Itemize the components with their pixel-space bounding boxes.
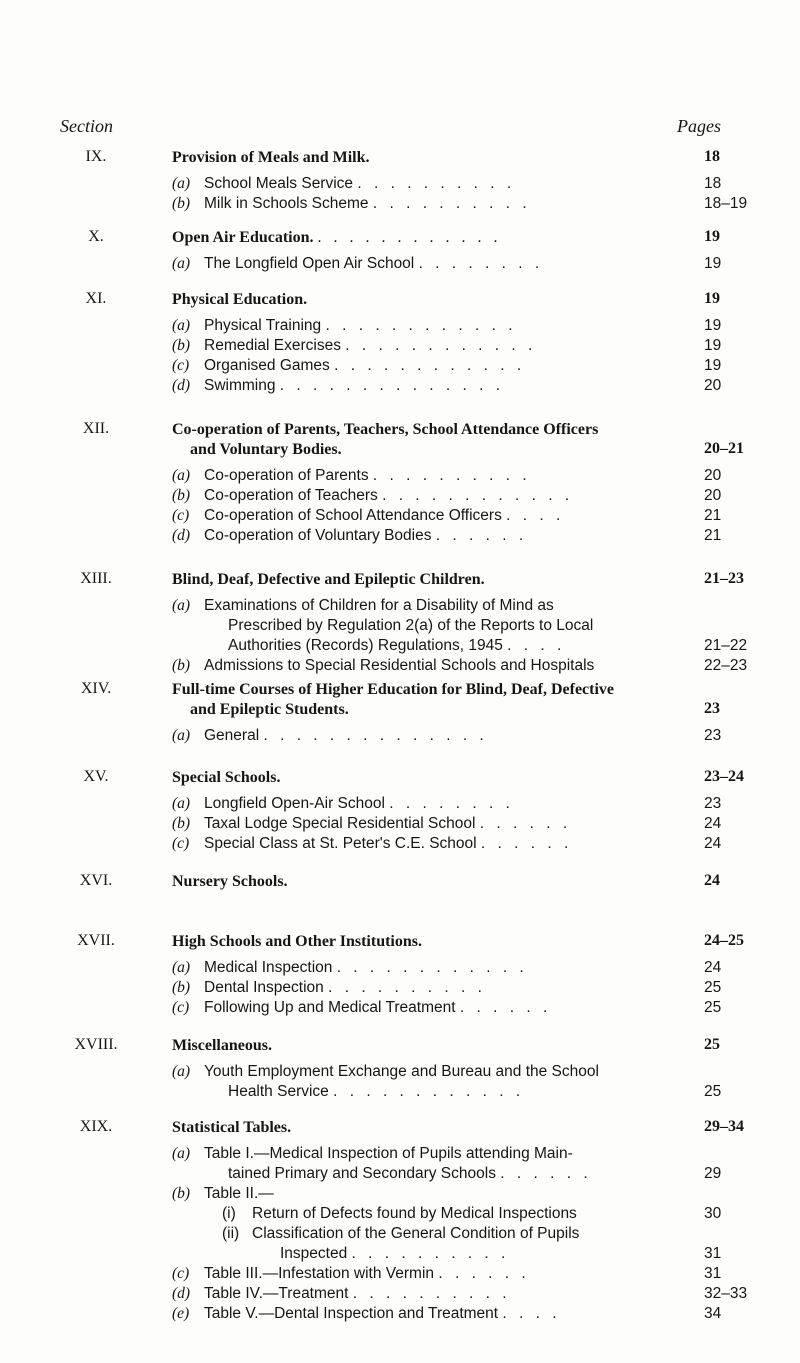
leader-dots: . . . . . . . . . . . . (345, 337, 537, 354)
entry-label: (c) (172, 1265, 190, 1282)
entry-text-continued: tained Primary and Secondary Schools (228, 1165, 496, 1182)
entry-label: (b) (172, 815, 191, 832)
entry-label: (d) (172, 377, 191, 394)
leader-dots: . . . . . . . . . . . . . . (279, 377, 505, 394)
entry-label: (c) (172, 507, 190, 524)
entry-label: (b) (172, 337, 191, 354)
section-title: Miscellaneous. (172, 1037, 272, 1054)
leader-dots: . . . . . . . . . . . . . . (263, 727, 488, 744)
entry-text: Table IV.—Treatment (204, 1285, 349, 1302)
section-number: XIII. (80, 570, 112, 587)
entry-pages: 19 (704, 337, 722, 354)
entry-label: (c) (172, 357, 190, 374)
section-pages: 24 (704, 872, 720, 889)
leader-dots: . . . . (506, 507, 565, 524)
subentry-text-continued: Inspected (280, 1245, 348, 1262)
entry-pages: 19 (704, 255, 722, 272)
entry-text: Milk in Schools Scheme (204, 195, 369, 212)
entry-pages: 24 (704, 815, 722, 832)
entry-text: Organised Games (204, 357, 330, 374)
subentry-label: (ii) (222, 1225, 240, 1242)
section-pages: 25 (704, 1036, 720, 1053)
leader-dots: . . . . . . . . . . . . (334, 357, 526, 374)
entry-pages: 25 (704, 1083, 722, 1100)
entry-pages: 23 (704, 795, 722, 812)
subentry-pages: 31 (704, 1245, 722, 1262)
entry-pages: 22–23 (704, 657, 748, 674)
section-pages: 19 (704, 290, 720, 307)
leader-dots: . . . . . . . . . . . . (317, 229, 502, 246)
entry-pages: 31 (704, 1265, 722, 1282)
entry-label: (b) (172, 487, 191, 504)
leader-dots: . . . . . . . . . . (328, 979, 486, 996)
entry-text: Table III.—Infestation with Vermin (204, 1265, 435, 1282)
entry-pages: 34 (704, 1305, 722, 1322)
entry-text: Taxal Lodge Special Residential School (204, 815, 476, 832)
leader-dots: . . . . . . (479, 815, 572, 832)
entry-text: Swimming (204, 377, 276, 394)
entry-text: Longfield Open-Air School (204, 795, 385, 812)
leader-dots: . . . . . . . . . . (352, 1285, 511, 1302)
entry-pages: 24 (704, 959, 722, 976)
entry-label: (a) (172, 1145, 191, 1162)
entry-pages: 21–22 (704, 637, 748, 654)
section-number: XIX. (79, 1118, 113, 1135)
subentry-label: (i) (222, 1205, 236, 1222)
entry-pages: 18 (704, 175, 722, 192)
leader-dots: . . . . . . (435, 527, 528, 544)
section-pages: 20–21 (704, 440, 744, 457)
section-title: Full-time Courses of Higher Education for Blind, Deaf, Defective (172, 681, 615, 698)
entry-text: The Longfield Open Air School (204, 255, 415, 272)
entry-label: (b) (172, 979, 191, 996)
section-pages: 24–25 (704, 932, 744, 949)
entry-label: (a) (172, 727, 191, 744)
leader-dots: . . . . . . . . . . . . (333, 1083, 525, 1100)
entry-label: (e) (172, 1305, 190, 1322)
entry-label: (b) (172, 657, 191, 674)
section-number: XV. (83, 768, 109, 785)
entry-pages: 25 (704, 999, 722, 1016)
entry-label: (d) (172, 527, 191, 544)
section-number: XIV. (80, 680, 112, 697)
entry-text: Co-operation of Teachers (204, 487, 378, 504)
section-title: Nursery Schools. (172, 873, 288, 890)
entry-text: Youth Employment Exchange and Bureau and the School (204, 1063, 599, 1080)
entry-label: (a) (172, 175, 191, 192)
section-pages: 21–23 (704, 570, 744, 587)
entry-label: (b) (172, 1185, 191, 1202)
section-title: Statistical Tables. (172, 1119, 292, 1136)
leader-dots: . . . . . . . . (389, 795, 514, 812)
entry-label: (a) (172, 255, 191, 272)
entry-pages: 21 (704, 507, 722, 524)
section-title: Special Schools. (172, 769, 281, 786)
leader-dots: . . . . . . . . . . (357, 175, 516, 192)
entry-pages: 18–19 (704, 195, 748, 212)
section-title: Physical Education. (172, 291, 308, 308)
entry-text: General (204, 727, 260, 744)
section-number: XVIII. (74, 1036, 118, 1053)
entry-label: (a) (172, 597, 191, 614)
subentry-pages: 30 (704, 1205, 722, 1222)
entry-pages: 29 (704, 1165, 722, 1182)
section-title-continued: and Voluntary Bodies. (190, 441, 342, 458)
pages-column-header: Pages (677, 116, 721, 136)
leader-dots: . . . . . . . . . . . . (325, 317, 517, 334)
entry-text: Co-operation of Voluntary Bodies (204, 527, 432, 544)
entry-text: Dental Inspection (204, 979, 324, 996)
leader-dots: . . . . . . . . . . (372, 195, 531, 212)
section-number: XVII. (77, 932, 115, 949)
entry-text: Table I.—Medical Inspection of Pupils attending Main- (204, 1145, 573, 1162)
entry-text: Admissions to Special Residential Schools and Hospitals (204, 657, 595, 674)
entry-text-continued: Authorities (Records) Regulations, 1945 (228, 637, 503, 654)
section-column-header: Section (60, 116, 113, 136)
entry-text: Medical Inspection (204, 959, 333, 976)
entry-text-continued: Prescribed by Regulation 2(a) of the Reports to Local (228, 617, 594, 634)
subentry-text: Classification of the General Condition of Pupils (252, 1225, 580, 1242)
leader-dots: . . . . . . (480, 835, 573, 852)
entry-label: (a) (172, 1063, 191, 1080)
leader-dots: . . . . . . . . . . . . (382, 487, 574, 504)
entry-pages: 20 (704, 377, 722, 394)
entry-label: (a) (172, 959, 191, 976)
entry-text: Co-operation of School Attendance Officers (204, 507, 502, 524)
entry-pages: 19 (704, 317, 722, 334)
section-number: XVI. (79, 872, 113, 889)
entry-label: (d) (172, 1285, 191, 1302)
entry-label: (a) (172, 795, 191, 812)
section-title: Co-operation of Parents, Teachers, School Attendance Officers (172, 421, 599, 438)
entry-text: Special Class at St. Peter's C.E. School (204, 835, 477, 852)
entry-pages: 25 (704, 979, 722, 996)
entry-label: (b) (172, 195, 191, 212)
entry-pages: 24 (704, 835, 722, 852)
section-title: Provision of Meals and Milk. (172, 149, 370, 166)
leader-dots: . . . . . . (500, 1165, 592, 1182)
entry-label: (a) (172, 317, 191, 334)
entry-text: Table II.— (204, 1185, 274, 1202)
entry-text: Co-operation of Parents (204, 467, 369, 484)
leader-dots: . . . . . . . . . . (372, 467, 531, 484)
leader-dots: . . . . . . . . . . . . (336, 959, 528, 976)
section-title-continued: and Epileptic Students. (190, 701, 349, 718)
entry-text: Following Up and Medical Treatment (204, 999, 456, 1016)
entry-text: Remedial Exercises (204, 337, 341, 354)
section-number: IX. (85, 148, 107, 165)
entry-label: (c) (172, 999, 190, 1016)
entry-text: Physical Training (204, 317, 322, 334)
leader-dots: . . . . (502, 1305, 561, 1322)
subentry-text: Return of Defects found by Medical Inspections (252, 1205, 577, 1222)
entry-text: Examinations of Children for a Disability of Mind as (204, 597, 554, 614)
entry-pages: 32–33 (704, 1285, 748, 1302)
section-title: Blind, Deaf, Defective and Epileptic Children. (172, 571, 485, 588)
section-pages: 18 (704, 148, 720, 165)
entry-pages: 20 (704, 487, 722, 504)
section-number: XI. (85, 290, 107, 307)
leader-dots: . . . . . . (438, 1265, 530, 1282)
entry-label: (c) (172, 835, 190, 852)
section-pages: 29–34 (704, 1118, 744, 1135)
section-number: XII. (82, 420, 110, 437)
entry-text: School Meals Service (204, 175, 354, 192)
leader-dots: . . . . (507, 637, 566, 654)
entry-pages: 20 (704, 467, 722, 484)
section-title: High Schools and Other Institutions. (172, 933, 422, 950)
section-pages: 19 (704, 228, 720, 245)
section-number: X. (88, 228, 104, 245)
entry-pages: 21 (704, 527, 722, 544)
section-pages: 23–24 (704, 768, 744, 785)
entry-text: Table V.—Dental Inspection and Treatment (204, 1305, 499, 1322)
leader-dots: . . . . . . . . (418, 255, 544, 272)
entry-text-continued: Health Service (228, 1083, 329, 1100)
entry-pages: 19 (704, 357, 722, 374)
leader-dots: . . . . . . (459, 999, 552, 1016)
entry-label: (a) (172, 467, 191, 484)
leader-dots: . . . . . . . . . . (351, 1245, 510, 1262)
section-pages: 23 (704, 700, 720, 717)
entry-pages: 23 (704, 727, 722, 744)
section-title: Open Air Education. (172, 229, 314, 246)
